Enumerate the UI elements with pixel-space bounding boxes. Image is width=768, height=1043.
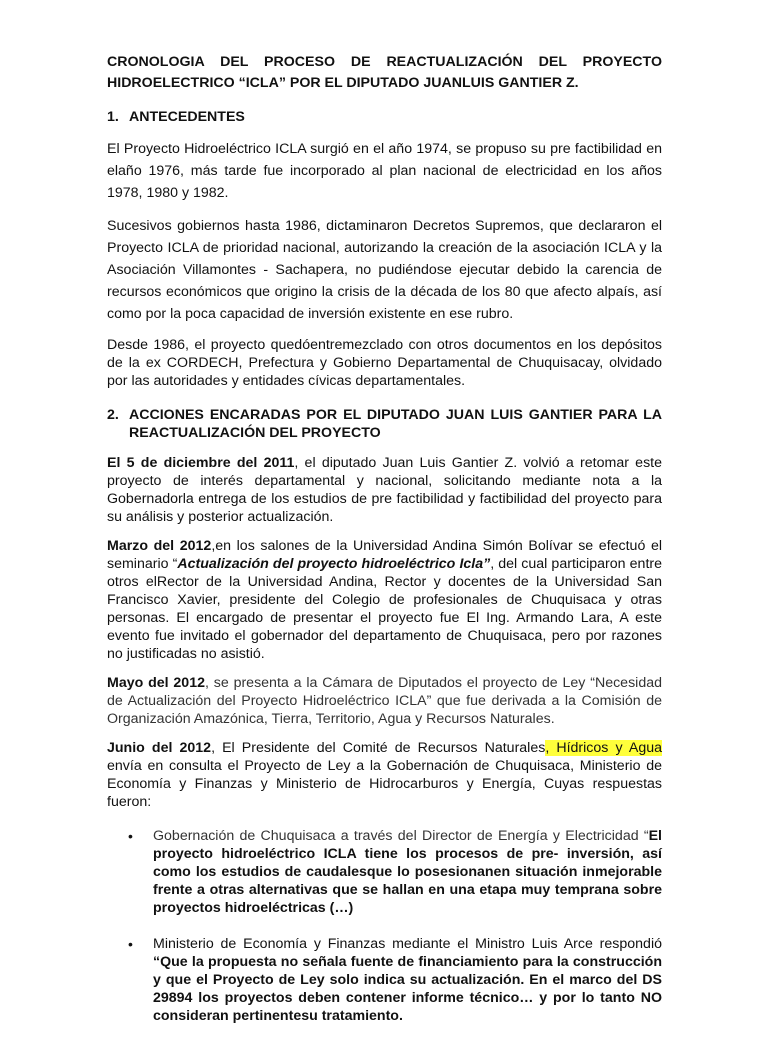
- responses-list: [107, 827, 662, 1025]
- event-paragraph-mar-2012: [107, 537, 662, 663]
- event-date: Mayo del 2012: [107, 675, 205, 691]
- response-lead: Ministerio de Economía y Finanzas mediante el Ministro Luis Arce respondió: [153, 936, 662, 952]
- section-2-number: 2.: [107, 407, 119, 423]
- antecedentes-paragraph-1: El Proyecto Hidroeléctrico ICLA surgió en el año 1974, se propuso su pre factibilidad en elaño 1976, más tarde fue incorporado al plan nacional de electricidad en los años 1978, 1980 y 1982.: [107, 141, 662, 201]
- event-text: , el diputado Juan Luis Gantier Z. volvió a retomar este proyecto de interés departamental y nacional, solicitando mediante nota a la Gobernadorla entrega de los estudios de pre factibilidad y factibilidad del proyecto para su análisis y posterior actualización.: [107, 455, 662, 525]
- event-text: , se presenta a la Cámara de Diputados el proyecto de Ley “Necesidad de Actualización del Proyecto Hidroeléctrico ICLA” que fue derivada a la Comisión de Organización Amazónica, Tierra, Territorio, Agua y Recursos Naturales.: [107, 675, 662, 727]
- document-title: CRONOLOGIA DEL PROCESO DE REACTUALIZACIÓN DEL PROYECTO HIDROELECTRICO “ICLA” POR EL DIPUTADO JUANLUIS GANTIER Z.: [107, 54, 662, 91]
- section-1-title: ANTECEDENTES: [129, 109, 245, 125]
- response-quote: “Que la propuesta no señala fuente de financiamiento para la construcción y que el Proyecto de Ley solo indica su actualización. En el marco del DS 29894 los proyectos deben contener informe técnico… y por lo tanto NO consideran pertinentesu tratamiento.: [153, 954, 662, 1024]
- response-quote: El proyecto hidroeléctrico ICLA tiene los procesos de pre- inversión, así como los estudios de caudalesque lo posesionanen situación inmejorable frente a otras alternativas que se hallan en una etapa muy temprana sobre proyectos hidroeléctricas (…): [153, 828, 662, 916]
- list-item: [107, 935, 662, 1025]
- section-2-title: ACCIONES ENCARADAS POR EL DIPUTADO JUAN LUIS GANTIER PARA LA REACTUALIZACIÓN DEL PROYECTO: [129, 407, 662, 441]
- highlighted-text: , Hídricos y Agua: [545, 740, 662, 756]
- event-date: Marzo del 2012: [107, 538, 212, 554]
- seminar-title: Actualización del proyecto hidroeléctrico Icla”: [177, 556, 491, 572]
- event-text: , El Presidente del Comité de Recursos Naturales: [211, 740, 546, 756]
- document-page: [107, 52, 662, 1043]
- response-lead: Gobernación de Chuquisaca a través del Director de Energía y Electricidad “: [153, 828, 649, 844]
- event-paragraph-dec-2011: [107, 454, 662, 526]
- section-2-heading: [107, 406, 662, 442]
- bullet-icon: •: [128, 828, 133, 844]
- event-text: , del cual participaron entre otros elRector de la Universidad Andina, Rector y docentes de la Universidad San Francisco Xavier, presidente del Colegio de profesionales de Chuquisaca y otras personas. El encargado de presentar el proyecto fue El Ing. Armando Lara, A este evento fue invitado el gobernador del departamento de Chuquisaca, pero por razones no justificadas no asistió.: [107, 556, 663, 662]
- antecedentes-paragraph-3: Desde 1986, el proyecto quedóentremezclado con otros documentos en los depósitos de la ex CORDECH, Prefectura y Gobierno Departamental de Chuquisacay, olvidado por las autoridades y entidades cívicas departamentales.: [107, 337, 662, 389]
- list-item: [107, 827, 662, 917]
- section-1-heading: [107, 108, 662, 126]
- bullet-icon: •: [128, 936, 133, 952]
- section-1-number: 1.: [107, 109, 119, 125]
- event-date: Junio del 2012: [107, 740, 212, 756]
- event-paragraph-jun-2012: [107, 739, 662, 811]
- event-date: El 5 de diciembre del 2011: [107, 455, 295, 471]
- event-text: envía en consulta el Proyecto de Ley a la Gobernación de Chuquisaca, Ministerio de Economía y Finanzas y Ministerio de Hidrocarburos y Energía, Cuyas respuestas fueron:: [107, 758, 662, 810]
- antecedentes-paragraph-2: Sucesivos gobiernos hasta 1986, dictaminaron Decretos Supremos, que declararon el Proyecto ICLA de prioridad nacional, autorizando la creación de la asociación ICLA y la Asociación Villamontes - Sachapera, no pudiéndose ejecutar debido la carencia de recursos económicos que origino la crisis de la década de los 80 que afecto alpaís, así como por la poca capacidad de inversión existente en ese rubro.: [107, 218, 662, 322]
- event-paragraph-may-2012: [107, 674, 662, 728]
- event-text: ,en los salones de la Universidad Andina Simón Bolívar se efectuó el seminario “: [107, 538, 663, 572]
